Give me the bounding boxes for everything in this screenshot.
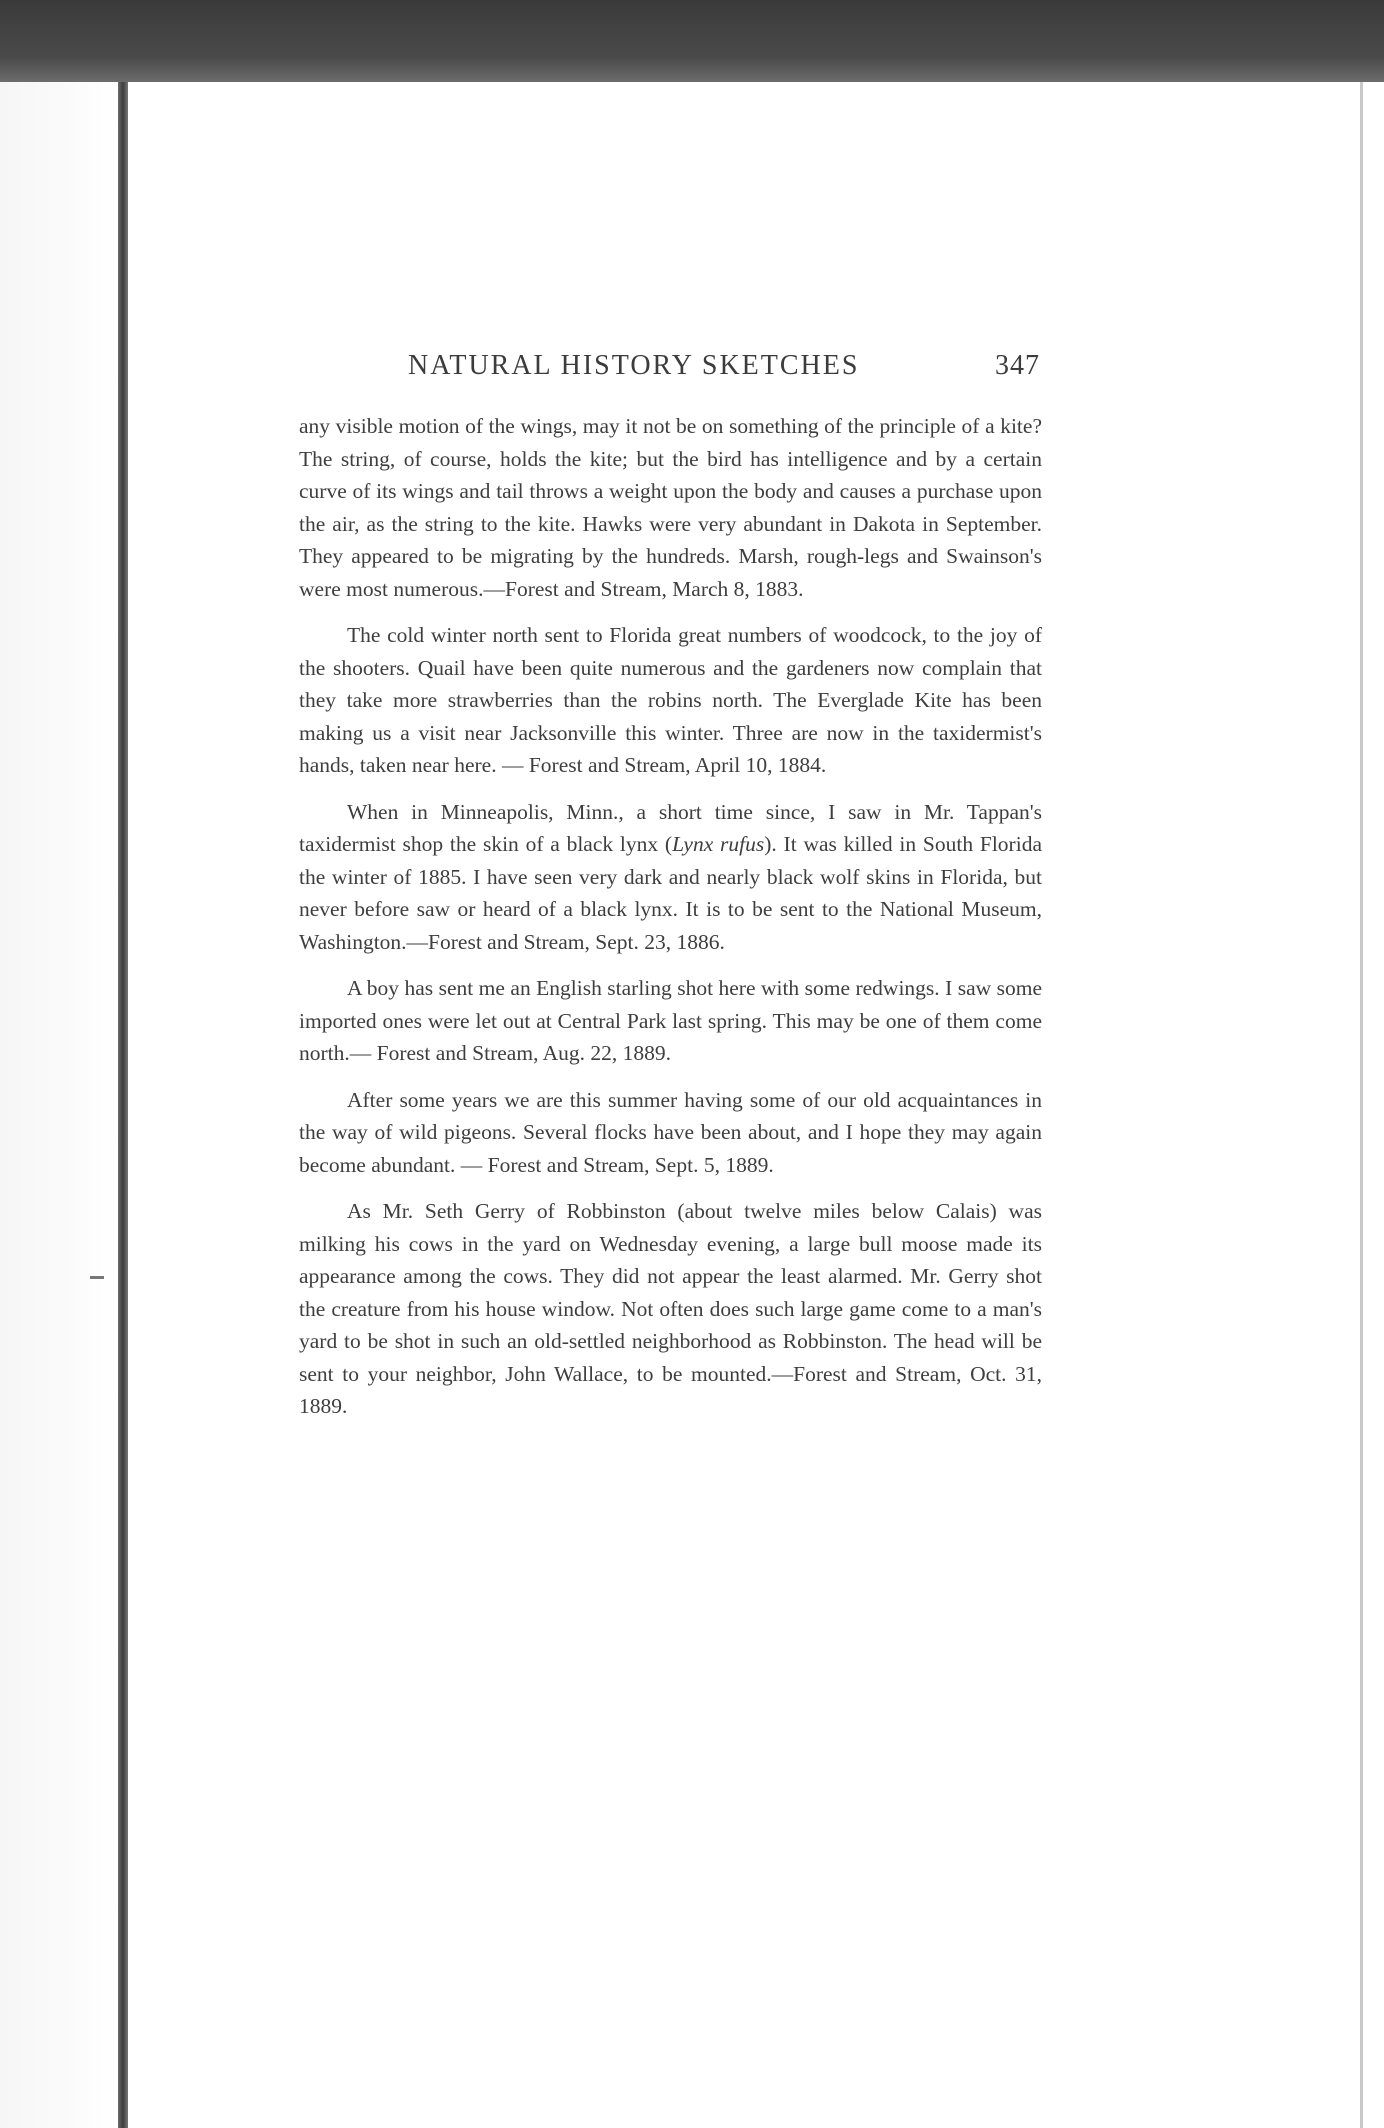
paragraph-text: A boy has sent me an English starling shot here with some redwings. I saw some imported ones were let out at Central Park last spring. This may be one of them come north.— Forest and Stream, Aug. 22, 1889.	[299, 976, 1042, 1065]
left-margin-shadow	[0, 82, 118, 2128]
paragraph-hawks	[299, 410, 1042, 605]
margin-mark	[90, 1276, 104, 1279]
page-right-edge	[1360, 82, 1363, 2128]
page-number: 347	[995, 350, 1040, 381]
paragraph-pigeons	[299, 1084, 1042, 1182]
paragraph-text-before: When in Minneapolis, Minn., a short time since, I saw in Mr. Tappan's taxidermist shop the skin of a black lynx (	[299, 799, 1042, 856]
paragraph-text: any visible motion of the wings, may it not be on something of the principle of a kite? The string, of course, holds the kite; but the bird has intelligence and by a certain curve of its wings and tail throws a weight upon the body and causes a purchase upon the air, as the string to the kite. Hawks were very abundant in Dakota in September. They appeared to be migrating by the hundreds. Marsh, rough-legs and Swainson's were most numerous.—Forest and Stream, March 8, 1883.	[299, 414, 1042, 601]
page-binding-edge	[118, 82, 128, 2128]
paragraph-text: The cold winter north sent to Florida great numbers of woodcock, to the joy of the shooters. Quail have been quite numerous and the gardeners now complain that they take more strawberries than the robins north. The Everglade Kite has been making us a visit near Jacksonville this winter. Three are now in the taxidermist's hands, taken near here. — Forest and Stream, April 10, 1884.	[299, 623, 1042, 777]
running-title: NATURAL HISTORY SKETCHES	[408, 350, 860, 381]
body-text	[299, 410, 1042, 1437]
scan-border-top	[0, 0, 1384, 82]
paragraph-moose	[299, 1195, 1042, 1423]
paragraph-starling	[299, 972, 1042, 1070]
paragraph-text-after: ). It was killed in South Florida the winter of 1885. I have seen very dark and nearly black wolf skins in Florida, but never before saw or heard of a black lynx. It is to be sent to the National Museum, Washington.—Forest and Stream, Sept. 23, 1886.	[299, 832, 1042, 954]
species-name: Lynx rufus	[672, 832, 765, 856]
paragraph-text: As Mr. Seth Gerry of Robbinston (about twelve miles below Calais) was milking his cows in the yard on Wednesday evening, a large bull moose made its appearance among the cows. They did not appear the least alarmed. Mr. Gerry shot the creature from his house window. Not often does such large game come to a man's yard to be shot in such an old-settled neighborhood as Robbinston. The head will be sent to your neighbor, John Wallace, to be mounted.—Forest and Stream, Oct. 31, 1889.	[299, 1199, 1042, 1418]
paragraph-black-lynx	[299, 796, 1042, 959]
paragraph-woodcock	[299, 619, 1042, 782]
running-head	[408, 350, 1040, 390]
paragraph-text: After some years we are this summer having some of our old acquaintances in the way of wild pigeons. Several flocks have been about, and I hope they may again become abundant. — Forest and Stream, Sept. 5, 1889.	[299, 1087, 1042, 1177]
